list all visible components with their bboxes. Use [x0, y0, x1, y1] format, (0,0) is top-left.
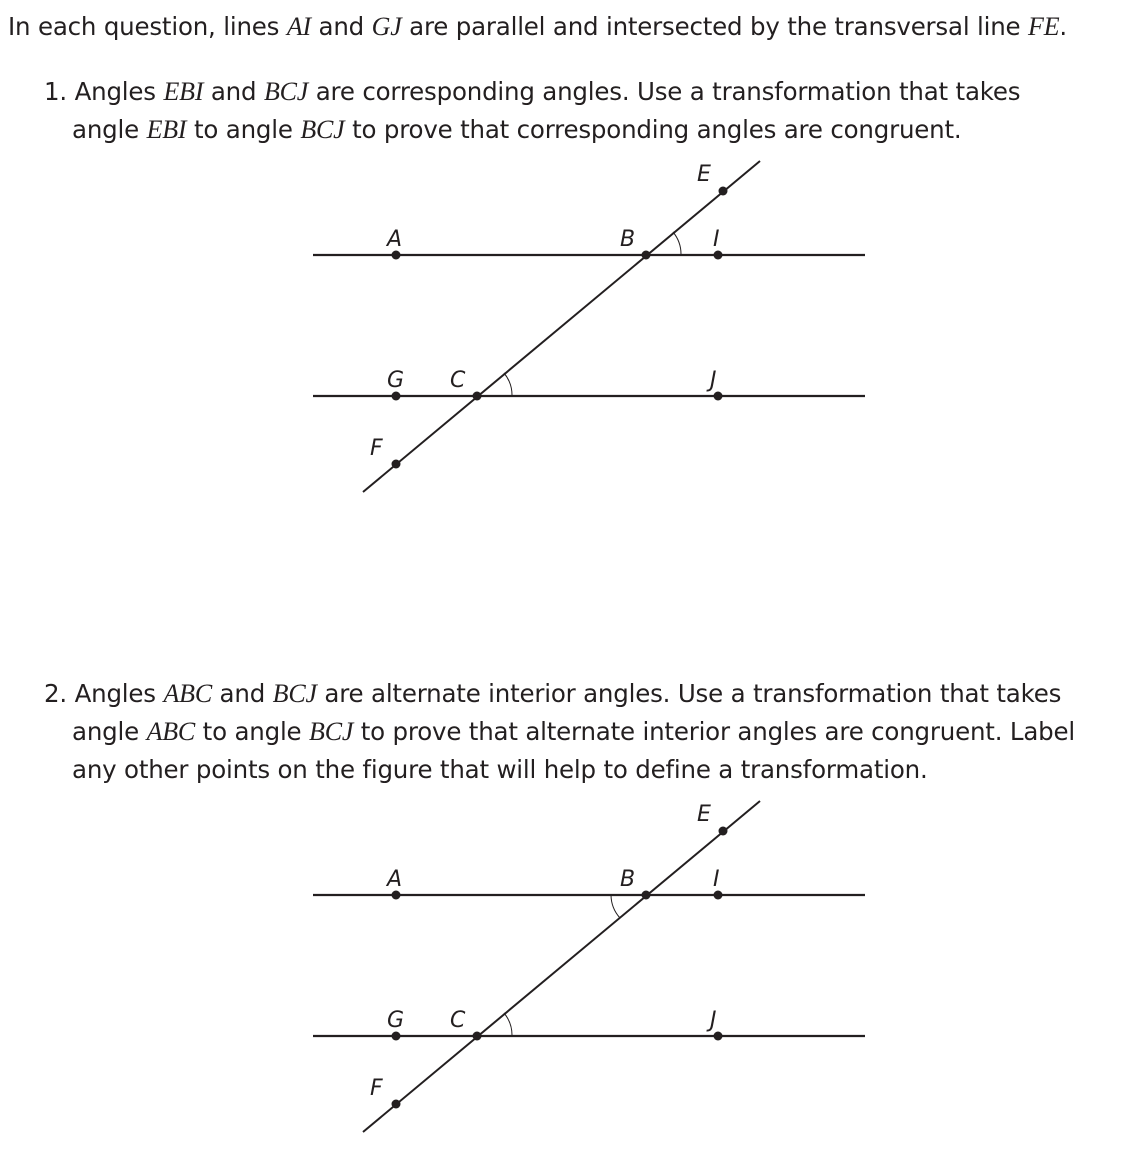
question-text: are corresponding angles. Use a transformation that takes	[308, 77, 1021, 106]
label-f: F	[370, 436, 383, 461]
math-angle: EBI	[146, 115, 187, 144]
figure-2-parallel-lines	[0, 790, 1134, 1150]
question-text: angle	[72, 717, 147, 746]
label-b: B	[620, 227, 636, 252]
question-text: Angles	[66, 679, 164, 708]
math-line-gj: GJ	[371, 12, 402, 41]
math-angle: ABC	[163, 679, 212, 708]
point-b	[642, 891, 651, 900]
label-i: I	[713, 227, 720, 252]
question-text: and	[203, 77, 264, 106]
label-g: G	[387, 1008, 405, 1033]
label-e: E	[697, 162, 711, 187]
math-angle: BCJ	[300, 115, 345, 144]
question-2-line-2	[72, 713, 1075, 751]
intro-text	[8, 8, 1067, 46]
label-a: A	[387, 867, 403, 892]
point-f	[392, 460, 401, 469]
angle-mark-bcj	[504, 1013, 512, 1036]
angle-mark-ebi	[673, 232, 681, 255]
math-line-fe: FE	[1028, 12, 1060, 41]
question-text: Angles	[66, 77, 164, 106]
point-e	[719, 827, 728, 836]
intro-text-part: and	[310, 12, 372, 41]
math-line-ai: AI	[286, 12, 311, 41]
question-text: to angle	[195, 717, 310, 746]
point-b	[642, 251, 651, 260]
intro-text-part: are parallel and intersected by the transversal line	[401, 12, 1029, 41]
math-angle: ABC	[146, 717, 196, 746]
question-text: and	[211, 679, 273, 708]
label-g: G	[387, 368, 405, 393]
question-2-line-1	[44, 675, 1061, 713]
question-text: to angle	[186, 115, 301, 144]
label-j: J	[710, 1008, 717, 1033]
question-1-line-1	[44, 73, 1020, 111]
question-text: to prove that alternate interior angles are congruent. Label	[353, 717, 1075, 746]
label-f: F	[370, 1076, 383, 1101]
question-number: 1.	[44, 77, 67, 106]
question-2-line-3: any other points on the figure that will help to define a transformation.	[72, 755, 928, 784]
label-c: C	[450, 368, 466, 393]
question-text: are alternate interior angles. Use a transformation that takes	[316, 679, 1062, 708]
label-i: I	[713, 867, 720, 892]
angle-mark-abc	[611, 895, 620, 918]
label-j: J	[710, 368, 717, 393]
point-c	[473, 1032, 482, 1041]
intro-text-part: In each question, lines	[8, 12, 287, 41]
transversal-fe	[363, 801, 760, 1132]
transversal-fe	[363, 161, 760, 492]
label-c: C	[450, 1008, 466, 1033]
math-angle: EBI	[163, 77, 204, 106]
math-angle: BCJ	[272, 679, 317, 708]
question-text: angle	[72, 115, 147, 144]
label-a: A	[387, 227, 403, 252]
point-c	[473, 392, 482, 401]
label-b: B	[620, 867, 636, 892]
point-e	[719, 187, 728, 196]
figure-1-parallel-lines	[0, 150, 1134, 510]
math-angle: BCJ	[263, 77, 309, 106]
question-number: 2.	[44, 679, 67, 708]
math-angle: BCJ	[309, 717, 354, 746]
angle-mark-bcj	[504, 373, 512, 396]
question-1-line-2	[72, 111, 962, 149]
point-f	[392, 1100, 401, 1109]
question-text: to prove that corresponding angles are congruent.	[344, 115, 962, 144]
intro-text-part: .	[1059, 12, 1067, 41]
label-e: E	[697, 802, 711, 827]
